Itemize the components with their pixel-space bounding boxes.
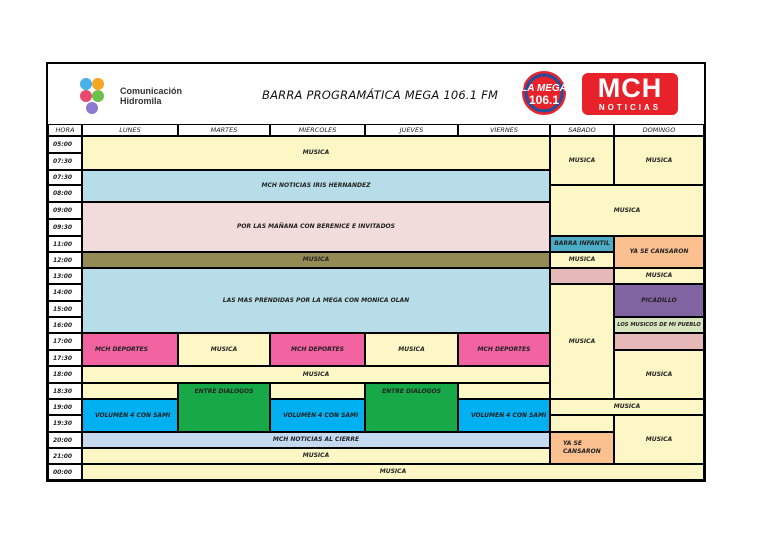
empty-slot (458, 383, 550, 399)
program-ya-se-cansaron: YA SE CANSARON (550, 432, 614, 464)
time-slot: 07:30 (48, 170, 82, 185)
mch-noticias-logo (582, 73, 678, 115)
program-musica: MUSICA (178, 333, 270, 366)
day-header-martes: MARTES (178, 124, 270, 136)
program-musica: MUSICA (550, 136, 614, 185)
program-musica: MUSICA (82, 464, 704, 480)
program-ya-se-cansaron: YA SE CANSARON (614, 236, 704, 268)
time-slot: 15:00 (48, 301, 82, 317)
time-slot: 14:00 (48, 284, 82, 301)
program-musica: MUSICA (365, 333, 458, 366)
program-musica: MUSICA (550, 284, 614, 399)
logo-dot-icon (80, 78, 92, 90)
day-header-sabado: SABADO (550, 124, 614, 136)
schedule-header (48, 64, 704, 124)
program-musica: MUSICA (614, 350, 704, 399)
logo-dot-icon (92, 78, 104, 90)
program-musica: MUSICA (82, 136, 550, 170)
program-musicos-pueblo: LOS MUSICOS DE MI PUEBLO (614, 317, 704, 333)
mch-logo-big: MCH (597, 73, 663, 103)
empty-slot (270, 383, 365, 399)
day-header-miercoles: MIERCOLES (270, 124, 365, 136)
hora-header: HORA (48, 124, 82, 136)
day-header-jueves: JUEVES (365, 124, 458, 136)
comunicacion-hidromila-logo (80, 76, 190, 116)
page-title: BARRA PROGRAMÁTICA MEGA 106.1 FM (262, 88, 499, 102)
program-volumen-4: VOLUMEN 4 CON SAMI (458, 399, 550, 432)
program-musica: MUSICA (614, 415, 704, 464)
time-slot: 16:00 (48, 317, 82, 333)
la-mega-logo (516, 70, 572, 116)
program-mch-deportes: MCH DEPORTES (458, 333, 550, 366)
logo-dot-icon (80, 90, 92, 102)
mega-logo-line1: LA MEGA (521, 83, 567, 94)
empty-slot (614, 333, 704, 350)
program-mas-prendidas: LAS MAS PRENDIDAS POR LA MEGA CON MONICA OLAN (82, 268, 550, 333)
program-picadillo: PICADILLO (614, 284, 704, 317)
program-volumen-4: VOLUMEN 4 CON SAMI (82, 399, 178, 432)
day-header-domingo: DOMINGO (614, 124, 704, 136)
time-slot: 17:00 (48, 333, 82, 350)
program-musica: MUSICA (550, 185, 704, 236)
time-slot: 12:00 (48, 252, 82, 268)
time-slot: 09:30 (48, 219, 82, 236)
program-volumen-4: VOLUMEN 4 CON SAMI (270, 399, 365, 432)
empty-slot (550, 415, 614, 432)
program-musica: MUSICA (614, 268, 704, 284)
schedule-grid (48, 124, 704, 480)
time-slot: 20:00 (48, 432, 82, 448)
schedule-frame (46, 62, 706, 482)
logo-text-line1: Comunicación (120, 86, 183, 96)
program-mch-noticias-cierre: MCH NOTICIAS AL CIERRE (82, 432, 550, 448)
time-slot: 05:00 (48, 136, 82, 153)
program-mch-noticias-iris: MCH NOTICIAS IRIS HERNANDEZ (82, 170, 550, 202)
time-slot: 07:30 (48, 153, 82, 170)
time-slot: 21:00 (48, 448, 82, 464)
program-musica: MUSICA (82, 448, 550, 464)
time-slot: 17:30 (48, 350, 82, 366)
program-mch-deportes: MCH DEPORTES (270, 333, 365, 366)
program-musica: MUSICA (550, 252, 614, 268)
time-slot: 19:00 (48, 399, 82, 415)
time-slot: 08:00 (48, 185, 82, 202)
time-slot: 11:00 (48, 236, 82, 252)
empty-slot (82, 383, 178, 399)
program-por-las-manana: POR LAS MAÑANA CON BERENICE E INVITADOS (82, 202, 550, 252)
mch-logo-small: NOTICIAS (598, 103, 662, 112)
program-barra-infantil: BARRA INFANTIL (550, 236, 614, 252)
program-mch-deportes: MCH DEPORTES (82, 333, 178, 366)
time-slot: 09:00 (48, 202, 82, 219)
program-musica: MUSICA (614, 136, 704, 185)
time-slot: 00:00 (48, 464, 82, 480)
day-header-lunes: LUNES (82, 124, 178, 136)
mega-logo-line2: 106.1 (528, 93, 560, 107)
program-musica: MUSICA (550, 399, 704, 415)
logo-text-line2: Hidromila (120, 96, 162, 106)
time-slot: 19:30 (48, 415, 82, 432)
time-slot: 18:30 (48, 383, 82, 399)
program-musica: MUSICA (82, 366, 550, 383)
logo-dot-icon (86, 102, 98, 114)
time-slot: 18:00 (48, 366, 82, 383)
time-slot: 13:00 (48, 268, 82, 284)
empty-slot (550, 268, 614, 284)
logo-dot-icon (92, 90, 104, 102)
program-entre-dialogos: ENTRE DIALOGOS (178, 383, 270, 432)
program-musica: MUSICA (82, 252, 550, 268)
program-entre-dialogos: ENTRE DIALOGOS (365, 383, 458, 432)
day-header-viernes: VIERNES (458, 124, 550, 136)
